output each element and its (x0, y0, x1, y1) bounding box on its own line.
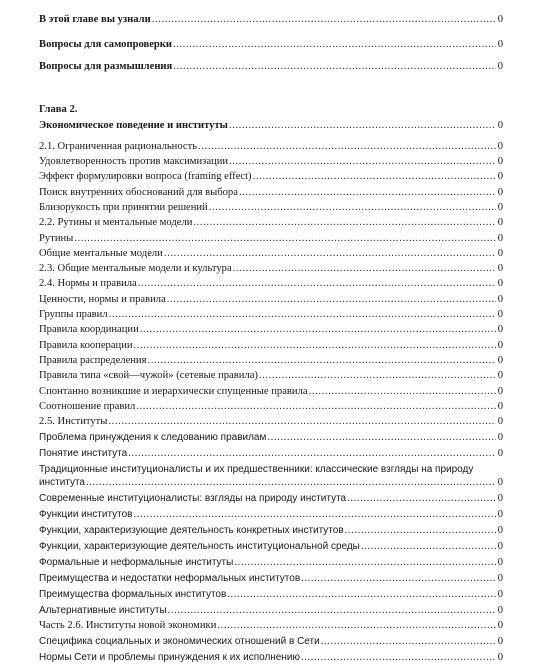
toc-page-number: 0 (497, 355, 503, 366)
toc-entry-self-check[interactable] (39, 38, 503, 51)
toc-entry[interactable] (39, 524, 503, 537)
toc-entry[interactable] (39, 400, 503, 413)
toc-page-number: 0 (497, 120, 503, 131)
leader-dots (167, 293, 496, 306)
toc-entry[interactable] (39, 308, 503, 321)
toc-entry-chapter-title[interactable] (39, 119, 503, 132)
leader-dots (209, 201, 496, 214)
toc-page-number: 0 (497, 14, 503, 25)
leader-dots (198, 140, 496, 153)
leader-dots (134, 339, 496, 352)
toc-page-number: 0 (497, 248, 503, 259)
leader-dots (140, 323, 496, 336)
toc-page-number: 0 (497, 605, 503, 616)
leader-dots (74, 232, 495, 245)
leader-dots (108, 415, 495, 428)
toc-entry[interactable] (39, 201, 503, 214)
leader-dots (217, 619, 495, 632)
leader-dots (109, 308, 496, 321)
toc-entry-title: Современные институционалисты: взгляды на природу института (39, 493, 347, 504)
toc-entry-title: Соотношение правил (39, 401, 136, 412)
toc-entry-reflection[interactable] (39, 60, 503, 73)
toc-entry-summary[interactable] (39, 13, 503, 26)
toc-entry[interactable] (39, 354, 503, 367)
toc-page-number: 0 (497, 652, 503, 663)
toc-entry[interactable] (39, 492, 503, 505)
toc-entry[interactable] (39, 170, 503, 183)
toc-page-number: 0 (497, 324, 503, 335)
toc-entry[interactable] (39, 323, 503, 336)
toc-entry-title: 2.1. Ограниченная рациональность (39, 141, 198, 152)
toc-page-number: 0 (497, 171, 503, 182)
toc-entry[interactable] (39, 619, 503, 632)
toc-entry-title: Преимущества и недостатки неформальных институтов (39, 573, 301, 584)
toc-entry[interactable] (39, 216, 503, 229)
leader-dots (152, 13, 496, 26)
toc-entry-title: Правила координации (39, 324, 139, 335)
toc-page-number: 0 (497, 141, 503, 152)
toc-entry-title: Правила распределения (39, 355, 147, 366)
leader-dots (86, 476, 496, 489)
toc-entry-wrapped[interactable] (39, 476, 503, 489)
toc-entry[interactable] (39, 447, 503, 460)
leader-dots (173, 38, 496, 51)
leader-dots (309, 385, 496, 398)
toc-entry-title: Нормы Сети и проблемы принуждения к их исполнению (39, 652, 300, 663)
toc-entry-title: Удовлетворенность против максимизации (39, 156, 229, 167)
toc-page-number: 0 (497, 386, 503, 397)
toc-entry[interactable] (39, 155, 503, 168)
leader-dots (321, 635, 496, 648)
leader-dots (147, 354, 495, 367)
toc-entry[interactable] (39, 540, 503, 553)
toc-entry[interactable] (39, 588, 503, 601)
leader-dots (267, 431, 495, 444)
leader-dots (193, 216, 495, 229)
leader-dots (361, 540, 496, 553)
toc-entry-title: Функции, характеризующие деятельность конкретных институтов (39, 525, 344, 536)
leader-dots (138, 277, 496, 290)
leader-dots (345, 524, 496, 537)
leader-dots (229, 155, 496, 168)
toc-entry-title: Проблема принуждения к следованию правилам (39, 432, 267, 443)
toc-entry-title: Близорукость при принятии решений (39, 202, 208, 213)
leader-dots (301, 572, 496, 585)
toc-entry-title: 2.2. Рутины и ментальные модели (39, 217, 193, 228)
toc-page-number: 0 (497, 340, 503, 351)
toc-page-number: 0 (497, 187, 503, 198)
toc-entry[interactable] (39, 339, 503, 352)
toc-entry[interactable] (39, 232, 503, 245)
toc-page-number: 0 (497, 541, 503, 552)
toc-entry-title: В этой главе вы узнали (39, 14, 151, 25)
toc-page-number: 0 (497, 233, 503, 244)
toc-page-number: 0 (497, 620, 503, 631)
toc-entry[interactable] (39, 604, 503, 617)
toc-entry-title: Поиск внутренних обоснований для выбора (39, 187, 238, 198)
toc-entry[interactable] (39, 635, 503, 648)
toc-page-number: 0 (497, 263, 503, 274)
toc-page-number: 0 (497, 477, 503, 488)
toc-entry[interactable] (39, 369, 503, 382)
toc-entry-title: 2.3. Общие ментальные модели и культура (39, 263, 232, 274)
toc-entry[interactable] (39, 431, 503, 444)
toc-page-number: 0 (497, 294, 503, 305)
leader-dots (253, 170, 496, 183)
toc-entry-title: Правила типа «свой—чужой» (сетевые правила) (39, 370, 258, 381)
toc-entry[interactable] (39, 415, 503, 428)
leader-dots (128, 447, 496, 460)
toc-page-number: 0 (497, 39, 503, 50)
leader-dots (234, 556, 495, 569)
toc-entry-title: Понятие института (39, 448, 128, 459)
toc-page-number: 0 (497, 509, 503, 520)
toc-entry[interactable] (39, 140, 503, 153)
leader-dots (233, 262, 496, 275)
toc-page-number: 0 (497, 573, 503, 584)
chapter-title: Экономическое поведение и институты (39, 120, 228, 131)
toc-entry[interactable] (39, 572, 503, 585)
toc-page-number: 0 (497, 432, 503, 443)
toc-page-number: 0 (497, 278, 503, 289)
toc-page-number: 0 (497, 156, 503, 167)
leader-dots (347, 492, 496, 505)
leader-dots (229, 119, 496, 132)
toc-entry-title: Функции, характеризующие деятельность институциональной среды (39, 541, 360, 552)
toc-entry-title: Вопросы для самопроверки (39, 39, 173, 50)
toc-entry-title: Альтернативные институты (39, 605, 167, 616)
leader-dots (164, 247, 496, 260)
toc-page-number: 0 (497, 217, 503, 228)
leader-dots (239, 186, 496, 199)
chapter-label: Глава 2. (39, 104, 78, 115)
toc-entry[interactable] (39, 556, 503, 569)
leader-dots (136, 400, 495, 413)
toc-entry-title: Спонтанно возникшие и иерархически спущенные правила (39, 386, 308, 397)
toc-entry[interactable] (39, 186, 503, 199)
toc-entry[interactable] (39, 293, 503, 306)
toc-entry-title: Вопросы для размышления (39, 61, 173, 72)
toc-page-number: 0 (497, 557, 503, 568)
toc-page-number: 0 (497, 202, 503, 213)
leader-dots (259, 369, 496, 382)
toc-entry[interactable] (39, 277, 503, 290)
toc-entry-title: Преимущества формальных институтов (39, 589, 227, 600)
toc-page-number: 0 (497, 61, 503, 72)
toc-entry[interactable] (39, 385, 503, 398)
toc-entry-title: Формальные и неформальные институты (39, 557, 234, 568)
leader-dots (227, 588, 495, 601)
toc-entry-title: Правила кооперации (39, 340, 133, 351)
toc-page-number: 0 (497, 636, 503, 647)
toc-entry-title: 2.5. Институты (39, 416, 108, 427)
toc-entry[interactable] (39, 247, 503, 260)
leader-dots (173, 60, 495, 73)
leader-dots (168, 604, 496, 617)
toc-entry[interactable] (39, 262, 503, 275)
toc-page-number: 0 (497, 493, 503, 504)
toc-entry-title: Специфика социальных и экономических отношений в Сети (39, 636, 320, 647)
leader-dots (301, 651, 496, 664)
toc-page-number: 0 (497, 401, 503, 412)
toc-entry-title: Ценности, нормы и правила (39, 294, 166, 305)
toc-entry-title: Эффект формулировки вопроса (framing effect) (39, 171, 252, 182)
toc-entry[interactable] (39, 508, 503, 521)
toc-page-number: 0 (497, 309, 503, 320)
leader-dots (134, 508, 496, 521)
toc-entry-title: Часть 2.6. Институты новой экономики (39, 620, 217, 631)
toc-page-number: 0 (497, 525, 503, 536)
toc-page-number: 0 (497, 416, 503, 427)
toc-entry-title: института (39, 477, 85, 488)
toc-page-number: 0 (497, 448, 503, 459)
toc-entry-wrapped-line1[interactable]: Традиционные институционалисты и их предшественники: классические взгляды на природу (39, 464, 474, 475)
toc-entry-title: 2.4. Нормы и правила (39, 278, 137, 289)
toc-page-number: 0 (497, 589, 503, 600)
toc-page-number: 0 (497, 370, 503, 381)
toc-entry-title: Группы правил (39, 309, 108, 320)
toc-entry[interactable] (39, 651, 503, 664)
toc-entry-title: Общие ментальные модели (39, 248, 163, 259)
toc-entry-title: Функции институтов (39, 509, 133, 520)
toc-entry-title: Рутины (39, 233, 74, 244)
